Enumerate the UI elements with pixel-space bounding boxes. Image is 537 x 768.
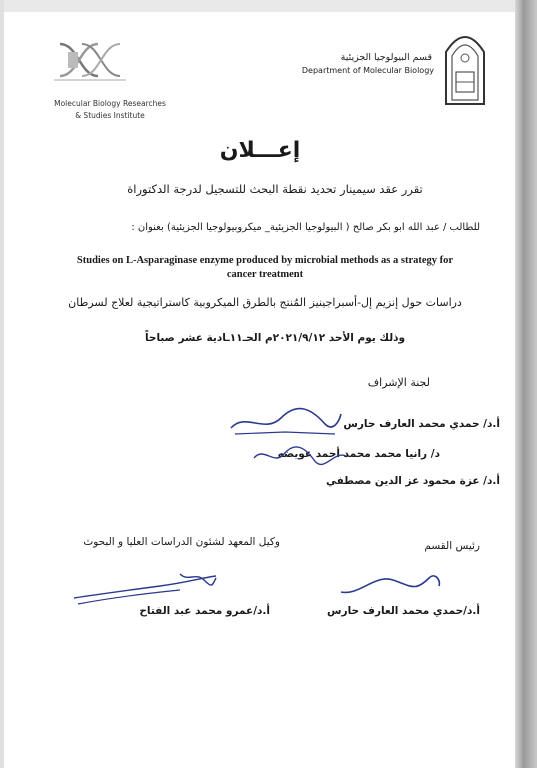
signature-member-2 xyxy=(250,440,350,470)
scan-edge-right xyxy=(515,0,537,768)
vice-dean-title: وكيل المعهد لشئون الدراسات العليا و البحوث xyxy=(83,536,280,548)
scan-edge-top xyxy=(0,0,537,12)
signature-member-1 xyxy=(225,404,345,440)
seminar-date: وذلك يوم الأحد ٢٠٢١/٩/١٢م الحـ١١ـادية عشر صباحاً xyxy=(144,332,406,344)
announcement-heading: إعـــلان xyxy=(219,138,301,163)
department-head-title: رئيس القسم xyxy=(424,540,480,552)
thesis-title-ar: دراسات حول إنزيم إل-أسبراجينيز المُنتج بالطرق الميكروبية كاستراتيجية لعلاج لسرطان xyxy=(68,296,462,309)
signature-vice-dean xyxy=(70,568,220,608)
university-logo-icon xyxy=(442,28,488,106)
scan-edge-left xyxy=(0,0,4,768)
thesis-title-en: Studies on L-Asparaginase enzyme produced by microbial methods as a strategy for cancer treatment xyxy=(76,255,454,280)
signature-department-head xyxy=(335,566,445,598)
department-head-name: أ.د/حمدي محمد العارف حارس xyxy=(327,605,480,617)
institute-name: Molecular Biology Researches & Studies Institute xyxy=(54,99,166,120)
committee-member-2: د/ رانيا محمد محمد أحمد عويضه xyxy=(277,448,440,460)
committee-label: لجنة الإشراف xyxy=(367,376,430,389)
student-line: للطالب / عبد الله ابو بكر صالح ( البيولوجيا الجزيئية_ ميكروبيولوجيا الجزيئية) بعنوان : xyxy=(131,222,480,233)
committee-member-1: أ.د/ حمدي محمد العارف حارس xyxy=(343,418,500,430)
institute-logo-icon xyxy=(50,38,130,82)
seminar-decision: تقرر عقد سيمينار تحديد نقطة البحث للتسجيل لدرجة الدكتوراة xyxy=(127,182,423,196)
vice-dean-name: أ.د/عمرو محمد عبد الفتاح xyxy=(139,605,270,617)
committee-member-3: أ.د/ عزة محمود عز الدين مصطفي xyxy=(325,475,500,487)
department-name-en: Department of Molecular Biology xyxy=(301,66,434,75)
department-name-ar: قسم البيولوجيا الجزيئية xyxy=(340,52,432,63)
